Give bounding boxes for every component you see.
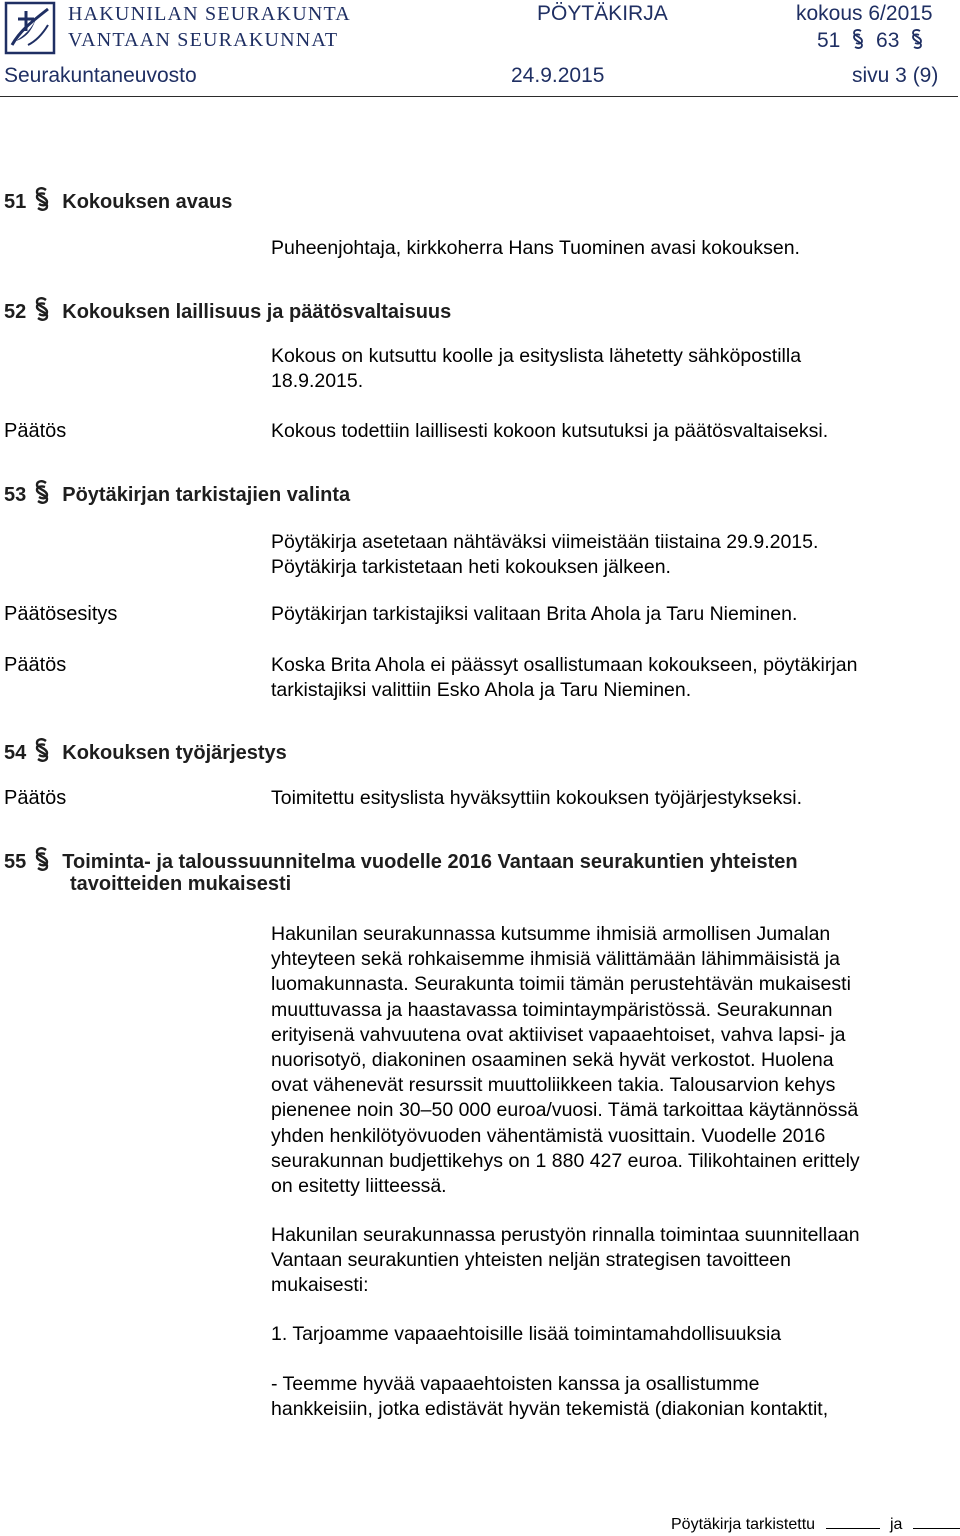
- section-title: Pöytäkirjan tarkistajien valinta: [62, 484, 351, 506]
- text-line: nuorisotyö, diakoninen osaaminen sekä hyvät verkostot. Huolena: [271, 1049, 834, 1072]
- text-line: yhteyteen sekä rohkaisemme ihmisiä välittämään lähimmäisistä ja: [271, 948, 840, 971]
- section-55-heading-line2: tavoitteiden mukaisesti: [70, 873, 292, 895]
- section-sign-icon: [850, 28, 866, 50]
- meeting-number: kokous 6/2015: [796, 2, 933, 25]
- section-sign-icon: [32, 296, 52, 322]
- section-53-proposal: Pöytäkirjan tarkistajiksi valitaan Brita Ahola ja Taru Nieminen.: [271, 603, 798, 625]
- strategic-goal-1-details: [271, 1372, 960, 1422]
- document-type: PÖYTÄKIRJA: [537, 2, 668, 25]
- section-55-paragraph-1: [271, 922, 960, 1199]
- section-range: [817, 28, 925, 53]
- section-sign-icon: [32, 186, 52, 212]
- section-number: 53: [4, 484, 27, 506]
- text-line: Koska Brita Ahola ei päässyt osallistumaan kokoukseen, pöytäkirjan: [271, 654, 858, 676]
- org-name-line2: VANTAAN SEURAKUNNAT: [68, 29, 339, 51]
- org-name-line1: HAKUNILAN SEURAKUNTA: [68, 3, 351, 25]
- text-line: Vantaan seurakuntien yhteisten neljän strategisen tavoitteen: [271, 1249, 791, 1272]
- section-sign-icon: [32, 479, 52, 505]
- section-52-heading: [4, 296, 451, 324]
- section-55-paragraph-2: [271, 1223, 960, 1299]
- section-number: 54: [4, 742, 27, 764]
- page-number: sivu 3 (9): [852, 64, 939, 87]
- signature-line: [826, 1514, 880, 1529]
- section-number: 55: [4, 851, 27, 873]
- text-line: erityisenä vahvuutena ovat aktiiviset vapaaehtoiset, vahva lapsi- ja: [271, 1023, 846, 1046]
- text-line: Hakunilan seurakunnassa perustyön rinnalla toimintaa suunnitellaan: [271, 1224, 860, 1246]
- text-line: hankkeisiin, jotka edistävät hyvän tekemistä (diakonian kontaktit,: [271, 1398, 829, 1421]
- footer-check: [671, 1514, 960, 1534]
- meeting-date: 24.9.2015: [511, 64, 605, 87]
- text-line: ovat vähenevät resurssit muuttoliikkeen takia. Talousarvion kehys: [271, 1074, 836, 1097]
- text-line: muuttuvassa ja haastavassa toimintaympäristössä. Seurakunnan: [271, 998, 833, 1021]
- text-line: - Teemme hyvää vapaaehtoisten kanssa ja osallistumme: [271, 1373, 760, 1395]
- section-sign-icon: [32, 846, 52, 872]
- strategic-goal-1: [271, 1322, 960, 1347]
- section-range-from: 51: [817, 29, 841, 52]
- text-line: 18.9.2015.: [271, 370, 364, 393]
- section-51-heading: [4, 186, 232, 214]
- section-number: 51: [4, 191, 27, 213]
- signature-line: [913, 1514, 960, 1529]
- section-53-decision: [271, 653, 960, 703]
- text-line: pienenee noin 30–50 000 euroa/vuosi. Tämä tarkoittaa käytännössä: [271, 1099, 859, 1122]
- section-52-decision: Kokous todettiin laillisesti kokoon kutsutuksi ja päätösvaltaiseksi.: [271, 420, 829, 442]
- and-label: ja: [889, 1516, 903, 1533]
- section-55-heading: [4, 846, 798, 874]
- text-line: Kokous on kutsuttu koolle ja esityslista lähetetty sähköpostilla: [271, 345, 802, 367]
- decision-label: Päätös: [4, 654, 67, 676]
- text-line: mukaisesti:: [271, 1274, 369, 1297]
- section-sign-icon: [909, 28, 925, 50]
- governing-body: Seurakuntaneuvosto: [4, 64, 197, 87]
- header-divider: [0, 96, 958, 97]
- section-title: Toiminta- ja taloussuunnitelma vuodelle 2016 Vantaan seurakuntien yhteisten: [62, 851, 798, 873]
- section-title: Kokouksen laillisuus ja päätösvaltaisuus: [62, 301, 452, 323]
- text-line: 1. Tarjoamme vapaaehtoisille lisää toimintamahdollisuuksia: [271, 1323, 782, 1345]
- text-line: Hakunilan seurakunnassa kutsumme ihmisiä armollisen Jumalan: [271, 923, 831, 945]
- checked-label: Pöytäkirja tarkistettu: [671, 1516, 816, 1533]
- decision-label: Päätös: [4, 420, 67, 442]
- section-number: 52: [4, 301, 27, 323]
- text-line: Pöytäkirja tarkistetaan heti kokouksen jälkeen.: [271, 556, 671, 579]
- section-sign-icon: [32, 737, 52, 763]
- parish-logo-icon: [2, 1, 58, 57]
- decision-label: Päätös: [4, 787, 67, 809]
- section-51-text: Puheenjohtaja, kirkkoherra Hans Tuominen avasi kokouksen.: [271, 237, 800, 259]
- section-53-heading: [4, 479, 350, 507]
- section-54-heading: [4, 737, 287, 765]
- section-range-to: 63: [876, 29, 900, 52]
- text-line: luomakunnasta. Seurakunta toimii tämän perustehtävän mukaisesti: [271, 973, 851, 996]
- section-52-text: [271, 344, 960, 394]
- text-line: yhden henkilötyövuoden vähentämistä vuosittain. Vuodelle 2016: [271, 1124, 826, 1147]
- section-title: Kokouksen työjärjestys: [62, 742, 287, 764]
- section-title: Kokouksen avaus: [62, 191, 233, 213]
- text-line: on esitetty liitteessä.: [271, 1175, 447, 1198]
- section-53-text: [271, 530, 960, 580]
- proposal-label: Päätösesitys: [4, 603, 118, 625]
- text-line: seurakunnan budjettikehys on 1 880 427 euroa. Tilikohtainen erittely: [271, 1149, 860, 1172]
- text-line: tarkistajiksi valittiin Esko Ahola ja Taru Nieminen.: [271, 679, 692, 702]
- section-54-decision: Toimitettu esityslista hyväksyttiin kokouksen työjärjestykseksi.: [271, 787, 803, 809]
- text-line: Pöytäkirja asetetaan nähtäväksi viimeistään tiistaina 29.9.2015.: [271, 531, 819, 553]
